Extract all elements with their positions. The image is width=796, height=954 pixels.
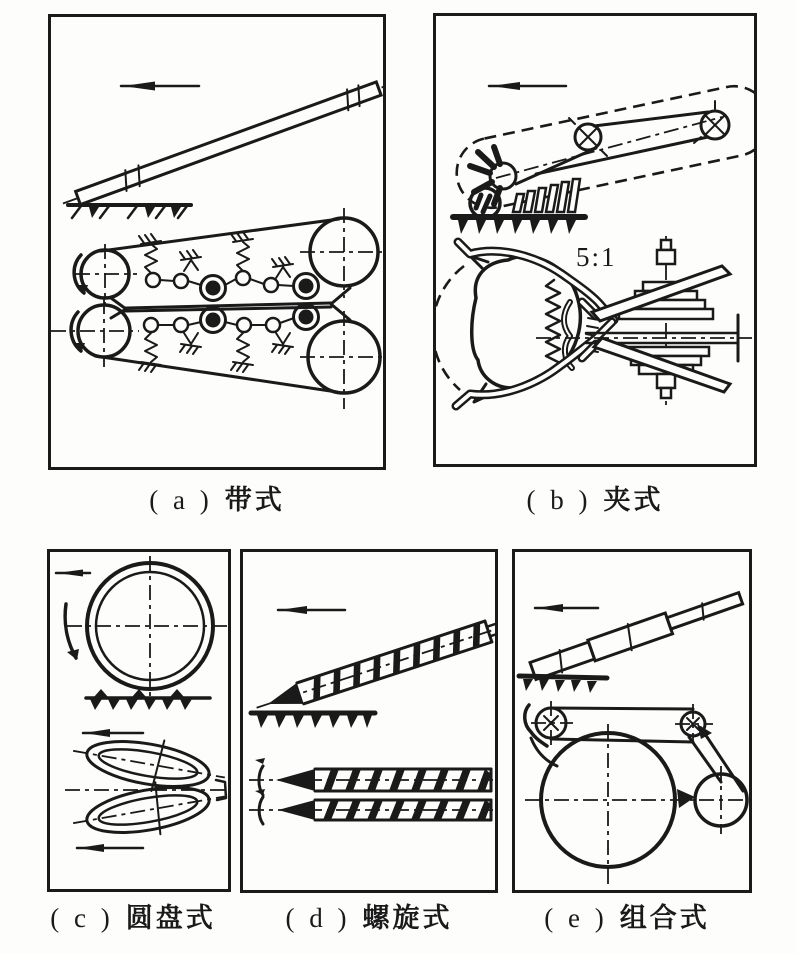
direction-arrow (489, 82, 566, 90)
belt-type-drawing (51, 17, 383, 467)
screw-type-drawing (243, 552, 495, 890)
ground-hatch (519, 676, 607, 693)
spring-anchors (139, 232, 293, 372)
combined-type-drawing (515, 552, 749, 890)
idler-rollers (144, 271, 319, 333)
caption-label: 螺旋式 (362, 903, 453, 933)
direction-arrow (121, 82, 199, 91)
clamp-type-drawing (436, 16, 754, 464)
direction-arrow (278, 606, 345, 614)
caption-index: ( e ) (544, 903, 608, 933)
panel-belt-type (48, 14, 386, 470)
caption-screw-type (240, 902, 498, 934)
ground-hatch (68, 205, 191, 218)
panel-clamp-type (433, 13, 757, 467)
caption-clamp-type (433, 484, 757, 516)
ground-hatch (86, 689, 210, 710)
caption-label: 带式 (224, 485, 285, 515)
caption-label: 夹式 (603, 485, 664, 515)
ground-hatch (453, 217, 585, 234)
bottom-arrow (77, 844, 143, 852)
caption-label: 组合式 (619, 903, 710, 933)
inclined-auger (253, 615, 495, 718)
ground-hatch (251, 713, 375, 728)
disc-type-drawing (50, 552, 228, 889)
horizontal-screw-1 (249, 758, 493, 795)
mid-arrow (83, 729, 143, 737)
caption-disc-type (33, 902, 233, 934)
caption-index: ( b ) (526, 485, 592, 515)
horizontal-screw-2 (249, 789, 493, 824)
panel-screw-type (240, 549, 498, 893)
direction-arrow (535, 604, 598, 612)
caption-index: ( a ) (149, 485, 213, 515)
scale-note: 5:1 (576, 242, 617, 272)
stalk-drawing (60, 76, 383, 213)
disc-pair (65, 725, 228, 849)
caption-label: 圆盘式 (125, 903, 216, 933)
direction-arrow (56, 570, 90, 577)
caption-belt-type (48, 484, 386, 516)
caption-combined-type (502, 902, 752, 934)
disc-wheel (65, 556, 227, 705)
panel-combined-type (512, 549, 752, 893)
panel-disc-type (47, 549, 231, 892)
plant-blob (436, 256, 580, 402)
comb-teeth (513, 179, 580, 212)
caption-index: ( d ) (285, 903, 351, 933)
belt-runs (551, 708, 743, 808)
stalk-drawing (529, 586, 745, 683)
caption-index: ( c ) (50, 903, 114, 933)
